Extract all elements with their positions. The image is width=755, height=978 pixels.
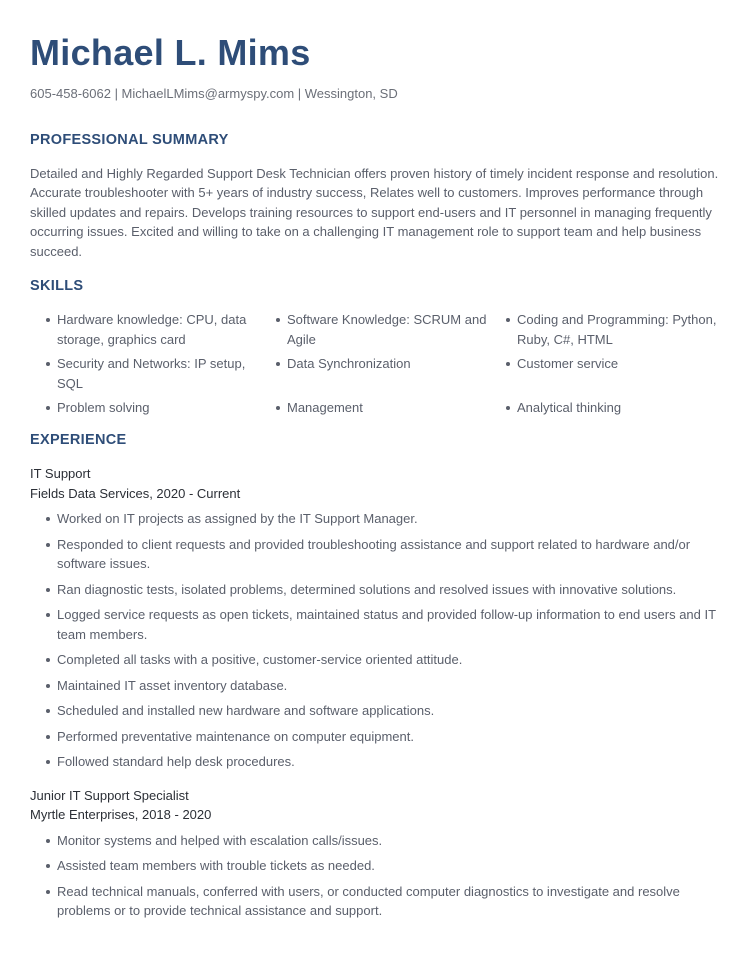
summary-text: Detailed and Highly Regarded Support Desk Technician offers proven history of timely incident response and resolution. Accurate troubleshooter with 5+ years of industry success, Relates well to customers. Improves performance through skilled updates and repairs. Develops training resources to support end-users and IT personnel in managing frequently occurring issues. Excited and willing to take on a challenging IT management role to support team and help business succeed. bbox=[30, 166, 719, 259]
skill-item: Data Synchronization bbox=[276, 354, 497, 394]
job-bullet: Logged service requests as open tickets, maintained status and provided follow-up information to end users and IT team members. bbox=[46, 605, 729, 644]
job-company: Fields Data Services, 2020 - Current bbox=[30, 485, 241, 501]
job-bullets bbox=[30, 509, 725, 772]
job-bullet: Ran diagnostic tests, isolated problems, determined solutions and resolved issues with innovative solutions. bbox=[46, 580, 729, 600]
job-bullet: Worked on IT projects as assigned by the IT Support Manager. bbox=[46, 509, 729, 529]
experience-heading: EXPERIENCE bbox=[30, 432, 127, 449]
contact-line: 605-458-6062 | MichaelLMims@armyspy.com | Wessington, SD bbox=[30, 86, 398, 101]
job-title: Junior IT Support Specialist bbox=[30, 787, 189, 803]
summary-heading: PROFESSIONAL SUMMARY bbox=[30, 132, 229, 148]
skill-item: Analytical thinking bbox=[506, 398, 727, 418]
skills-heading: SKILLS bbox=[30, 278, 84, 295]
job-company: Myrtle Enterprises, 2018 - 2020 bbox=[30, 807, 212, 823]
job-bullet: Monitor systems and helped with escalation calls/issues. bbox=[46, 831, 729, 851]
job-bullet: Responded to client requests and provided troubleshooting assistance and support related to hardware and/or software issues. bbox=[46, 535, 729, 574]
skill-item: Coding and Programming: Python, Ruby, C#, HTML bbox=[506, 310, 727, 350]
job-bullet: Maintained IT asset inventory database. bbox=[46, 676, 729, 696]
job-bullet: Scheduled and installed new hardware and software applications. bbox=[46, 701, 729, 721]
job-bullets bbox=[30, 831, 725, 921]
job-bullet: Read technical manuals, conferred with users, or conducted computer diagnostics to investigate and resolve problems or to provide technical assistance and support. bbox=[46, 882, 729, 921]
skill-item: Security and Networks: IP setup, SQL bbox=[46, 354, 267, 394]
job-entry bbox=[30, 786, 725, 921]
job-bullet: Completed all tasks with a positive, customer-service oriented attitude. bbox=[46, 650, 729, 670]
job-bullet: Assisted team members with trouble tickets as needed. bbox=[46, 856, 729, 876]
job-title: IT Support bbox=[30, 466, 91, 482]
skill-item: Customer service bbox=[506, 354, 727, 394]
job-bullet: Performed preventative maintenance on computer equipment. bbox=[46, 727, 729, 747]
skill-item: Hardware knowledge: CPU, data storage, graphics card bbox=[46, 310, 267, 350]
skill-item: Software Knowledge: SCRUM and Agile bbox=[276, 310, 497, 350]
skill-item: Management bbox=[276, 398, 497, 418]
candidate-name: Michael L. Mims bbox=[30, 32, 311, 73]
job-bullet: Followed standard help desk procedures. bbox=[46, 752, 729, 772]
skill-item: Problem solving bbox=[46, 398, 267, 418]
job-entry bbox=[30, 464, 725, 772]
skills-list bbox=[30, 310, 725, 418]
